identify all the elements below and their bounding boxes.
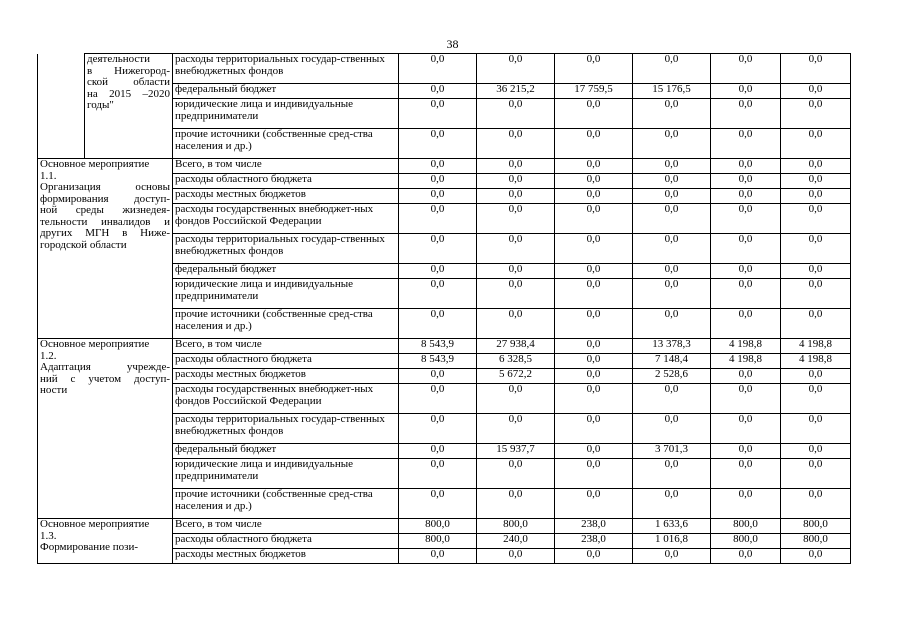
value-cell: 800,0 [399, 519, 477, 534]
value-cell: 0,0 [555, 234, 633, 264]
value-cell: 0,0 [781, 54, 851, 84]
value-cell: 0,0 [555, 99, 633, 129]
value-cell: 0,0 [399, 54, 477, 84]
value-cell: 27 938,4 [477, 339, 555, 354]
funding-source-cell: расходы государственных внебюджет-ных фондов Российской Федерации [173, 384, 399, 414]
value-cell: 0,0 [555, 549, 633, 564]
funding-source-cell: расходы территориальных государ-ственных внебюджетных фондов [173, 54, 399, 84]
program-name-cell [85, 54, 173, 159]
value-cell: 0,0 [399, 279, 477, 309]
funding-source-cell: федеральный бюджет [173, 444, 399, 459]
funding-source-cell: расходы областного бюджета [173, 534, 399, 549]
value-cell: 0,0 [633, 459, 711, 489]
value-cell: 6 328,5 [477, 354, 555, 369]
value-cell: 0,0 [399, 99, 477, 129]
value-cell: 0,0 [399, 444, 477, 459]
budget-table [37, 53, 851, 564]
event-label-cell [38, 54, 85, 159]
value-cell: 0,0 [711, 279, 781, 309]
value-cell: 0,0 [711, 369, 781, 384]
funding-source-cell: юридические лица и индивидуальные предприниматели [173, 459, 399, 489]
value-cell: 0,0 [633, 129, 711, 159]
table-row [38, 519, 851, 534]
value-cell: 0,0 [477, 549, 555, 564]
value-cell: 0,0 [711, 84, 781, 99]
page-number: 38 [446, 37, 459, 51]
value-cell: 0,0 [633, 174, 711, 189]
program-name-line: ской области [87, 76, 170, 88]
funding-source-cell: прочие источники (собственные сред-ства населения и др.) [173, 309, 399, 339]
value-cell: 0,0 [477, 489, 555, 519]
value-cell: 0,0 [399, 369, 477, 384]
value-cell: 13 378,3 [633, 339, 711, 354]
value-cell: 4 198,8 [781, 339, 851, 354]
value-cell: 800,0 [477, 519, 555, 534]
value-cell: 0,0 [781, 189, 851, 204]
value-cell: 0,0 [711, 54, 781, 84]
program-name-line: на 2015 –2020 [87, 87, 170, 100]
value-cell: 0,0 [711, 174, 781, 189]
value-cell: 0,0 [477, 204, 555, 234]
event-label-cell [38, 159, 173, 339]
funding-source-cell: Всего, в том числе [173, 159, 399, 174]
value-cell: 7 148,4 [633, 354, 711, 369]
value-cell: 0,0 [477, 159, 555, 174]
value-cell: 0,0 [633, 414, 711, 444]
value-cell: 0,0 [711, 384, 781, 414]
funding-source-cell: Всего, в том числе [173, 339, 399, 354]
value-cell: 0,0 [781, 444, 851, 459]
program-name-line: деятельности [87, 53, 150, 65]
value-cell: 0,0 [781, 129, 851, 159]
value-cell: 0,0 [477, 54, 555, 84]
event-label-line: ности [40, 384, 68, 396]
value-cell: 0,0 [781, 204, 851, 234]
value-cell: 0,0 [399, 189, 477, 204]
value-cell: 0,0 [781, 414, 851, 444]
value-cell: 0,0 [711, 129, 781, 159]
funding-source-cell: расходы областного бюджета [173, 354, 399, 369]
funding-source-cell: федеральный бюджет [173, 84, 399, 99]
value-cell: 0,0 [781, 99, 851, 129]
value-cell: 0,0 [477, 384, 555, 414]
value-cell: 0,0 [711, 414, 781, 444]
value-cell: 0,0 [555, 189, 633, 204]
funding-source-cell: расходы местных бюджетов [173, 549, 399, 564]
value-cell: 800,0 [399, 534, 477, 549]
funding-source-cell: прочие источники (собственные сред-ства населения и др.) [173, 489, 399, 519]
value-cell: 0,0 [555, 279, 633, 309]
event-label-line: Организация основы [40, 181, 170, 193]
value-cell: 0,0 [781, 309, 851, 339]
event-label-line: Основное мероприятие [40, 518, 150, 530]
value-cell: 0,0 [477, 459, 555, 489]
value-cell: 0,0 [781, 174, 851, 189]
value-cell: 0,0 [711, 489, 781, 519]
value-cell: 0,0 [781, 84, 851, 99]
value-cell: 15 937,7 [477, 444, 555, 459]
value-cell: 0,0 [477, 99, 555, 129]
value-cell: 800,0 [781, 519, 851, 534]
value-cell: 0,0 [781, 369, 851, 384]
value-cell: 800,0 [711, 534, 781, 549]
value-cell: 0,0 [555, 264, 633, 279]
funding-source-cell: федеральный бюджет [173, 264, 399, 279]
event-label-line: тельности инвалидов и [40, 215, 170, 228]
value-cell: 0,0 [555, 159, 633, 174]
value-cell: 4 198,8 [781, 354, 851, 369]
value-cell: 0,0 [477, 174, 555, 189]
value-cell: 0,0 [399, 204, 477, 234]
value-cell: 0,0 [711, 549, 781, 564]
funding-source-cell: расходы местных бюджетов [173, 369, 399, 384]
value-cell: 0,0 [555, 354, 633, 369]
value-cell: 0,0 [555, 309, 633, 339]
value-cell: 0,0 [399, 309, 477, 339]
event-label-line: Основное мероприятие [40, 338, 150, 350]
value-cell: 0,0 [711, 204, 781, 234]
value-cell: 0,0 [477, 129, 555, 159]
value-cell: 0,0 [555, 414, 633, 444]
value-cell: 0,0 [555, 129, 633, 159]
value-cell: 15 176,5 [633, 84, 711, 99]
value-cell: 0,0 [399, 414, 477, 444]
value-cell: 0,0 [633, 204, 711, 234]
value-cell: 0,0 [711, 99, 781, 129]
value-cell: 0,0 [711, 309, 781, 339]
value-cell: 0,0 [781, 489, 851, 519]
event-label-line: 1.3. [40, 529, 57, 542]
value-cell: 0,0 [711, 234, 781, 264]
event-label-line: 1.2. [40, 349, 57, 362]
funding-source-cell: юридические лица и индивидуальные предприниматели [173, 279, 399, 309]
event-label-line: других МГН в Ниже- [40, 227, 170, 239]
value-cell: 0,0 [555, 54, 633, 84]
value-cell: 0,0 [555, 369, 633, 384]
funding-source-cell: расходы местных бюджетов [173, 189, 399, 204]
value-cell: 0,0 [555, 384, 633, 414]
value-cell: 0,0 [633, 279, 711, 309]
value-cell: 0,0 [711, 189, 781, 204]
event-label-line: ний с учетом доступ- [40, 372, 170, 385]
value-cell: 0,0 [781, 459, 851, 489]
value-cell: 0,0 [555, 204, 633, 234]
funding-source-cell: расходы областного бюджета [173, 174, 399, 189]
value-cell: 0,0 [633, 99, 711, 129]
value-cell: 0,0 [711, 159, 781, 174]
value-cell: 3 701,3 [633, 444, 711, 459]
value-cell: 0,0 [781, 264, 851, 279]
value-cell: 0,0 [633, 159, 711, 174]
value-cell: 0,0 [477, 264, 555, 279]
value-cell: 0,0 [781, 159, 851, 174]
funding-source-cell: расходы государственных внебюджет-ных фондов Российской Федерации [173, 204, 399, 234]
value-cell: 0,0 [711, 264, 781, 279]
value-cell: 0,0 [555, 459, 633, 489]
funding-source-cell: Всего, в том числе [173, 519, 399, 534]
value-cell: 0,0 [781, 234, 851, 264]
value-cell: 0,0 [477, 309, 555, 339]
funding-source-cell: прочие источники (собственные сред-ства населения и др.) [173, 129, 399, 159]
value-cell: 1 633,6 [633, 519, 711, 534]
value-cell: 0,0 [477, 234, 555, 264]
value-cell: 0,0 [477, 189, 555, 204]
value-cell: 0,0 [399, 489, 477, 519]
event-label-cell [38, 339, 173, 519]
event-label-line: ной среды жизнедея- [40, 204, 170, 216]
value-cell: 0,0 [399, 84, 477, 99]
table-row [38, 54, 851, 84]
value-cell: 0,0 [711, 459, 781, 489]
table-row [38, 159, 851, 174]
value-cell: 238,0 [555, 519, 633, 534]
value-cell: 240,0 [477, 534, 555, 549]
value-cell: 8 543,9 [399, 354, 477, 369]
value-cell: 0,0 [477, 279, 555, 309]
value-cell: 36 215,2 [477, 84, 555, 99]
value-cell: 0,0 [555, 489, 633, 519]
value-cell: 0,0 [633, 234, 711, 264]
value-cell: 0,0 [399, 264, 477, 279]
value-cell: 800,0 [781, 534, 851, 549]
event-label-line: 1.1. [40, 169, 57, 182]
value-cell: 0,0 [633, 54, 711, 84]
value-cell: 8 543,9 [399, 339, 477, 354]
value-cell: 0,0 [633, 264, 711, 279]
value-cell: 0,0 [781, 549, 851, 564]
value-cell: 0,0 [633, 384, 711, 414]
value-cell: 0,0 [781, 279, 851, 309]
value-cell: 800,0 [711, 519, 781, 534]
event-label-cell [38, 519, 173, 564]
value-cell: 0,0 [399, 549, 477, 564]
event-label-line: Формирование пози- [40, 541, 138, 553]
value-cell: 0,0 [555, 339, 633, 354]
value-cell: 0,0 [781, 384, 851, 414]
value-cell: 0,0 [633, 489, 711, 519]
event-label-line: городской области [40, 238, 127, 251]
funding-source-cell: расходы территориальных государ-ственных внебюджетных фондов [173, 234, 399, 264]
value-cell: 0,0 [633, 549, 711, 564]
program-name-line: годы" [87, 99, 114, 111]
program-name-line: в Нижегород- [87, 64, 170, 77]
value-cell: 0,0 [711, 444, 781, 459]
value-cell: 5 672,2 [477, 369, 555, 384]
value-cell: 4 198,8 [711, 339, 781, 354]
event-label-line: Основное мероприятие [40, 158, 150, 170]
value-cell: 0,0 [399, 174, 477, 189]
value-cell: 0,0 [399, 234, 477, 264]
value-cell: 0,0 [633, 189, 711, 204]
value-cell: 0,0 [633, 309, 711, 339]
value-cell: 238,0 [555, 534, 633, 549]
value-cell: 0,0 [399, 384, 477, 414]
value-cell: 0,0 [555, 174, 633, 189]
event-label-line: формирования доступ- [40, 192, 170, 205]
value-cell: 17 759,5 [555, 84, 633, 99]
value-cell: 0,0 [399, 129, 477, 159]
value-cell: 4 198,8 [711, 354, 781, 369]
value-cell: 0,0 [399, 459, 477, 489]
value-cell: 2 528,6 [633, 369, 711, 384]
value-cell: 0,0 [399, 159, 477, 174]
value-cell: 1 016,8 [633, 534, 711, 549]
funding-source-cell: юридические лица и индивидуальные предприниматели [173, 99, 399, 129]
value-cell: 0,0 [555, 444, 633, 459]
funding-source-cell: расходы территориальных государ-ственных внебюджетных фондов [173, 414, 399, 444]
table-row [38, 339, 851, 354]
value-cell: 0,0 [477, 414, 555, 444]
event-label-line: Адаптация учрежде- [40, 361, 170, 373]
